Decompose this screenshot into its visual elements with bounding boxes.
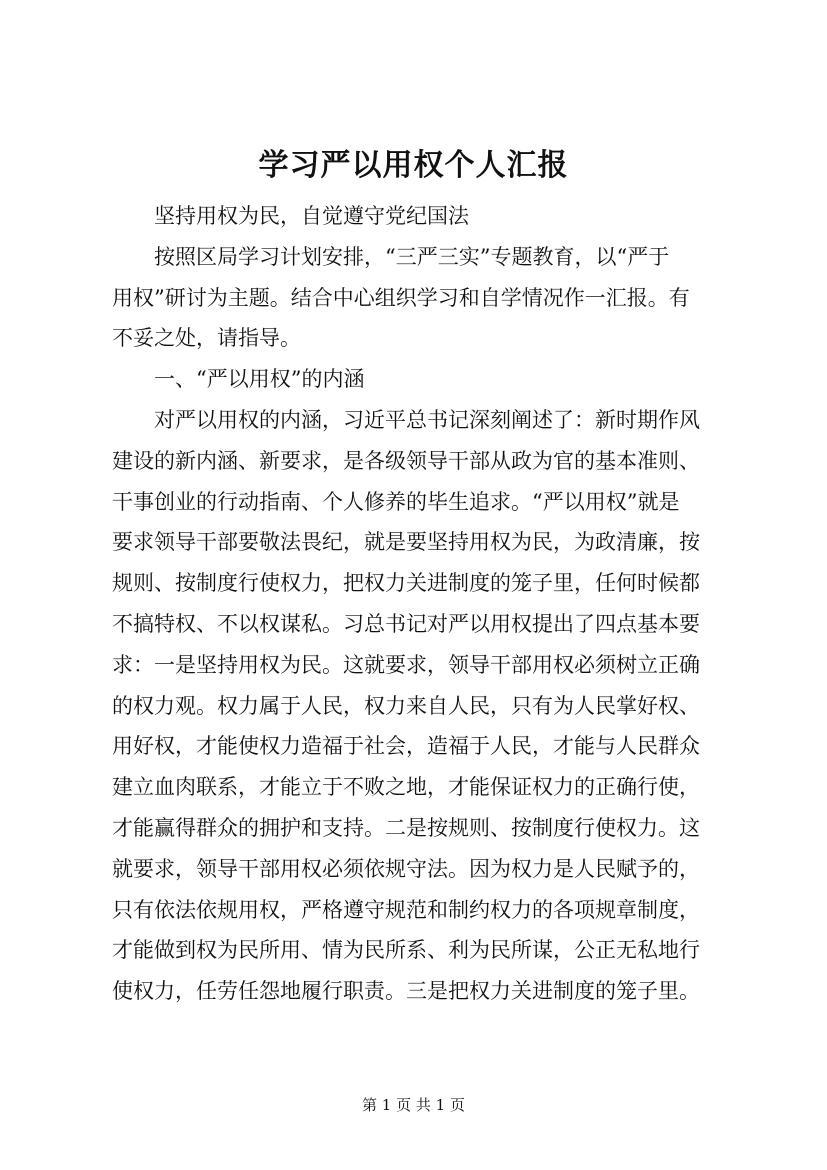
paragraph-line: 规则、按制度行使权力，把权力关进制度的笼子里，任何时候都 xyxy=(112,571,700,596)
paragraph-line: 用权”研讨为主题。结合中心组织学习和自学情况作一汇报。有 xyxy=(112,285,690,310)
paragraph-line: 才能赢得群众的拥护和支持。二是按规则、按制度行使权力。这 xyxy=(112,815,700,840)
paragraph-line: 不妥之处，请指导。 xyxy=(112,326,301,351)
paragraph-line: 只有依法依规用权，严格遵守规范和制约权力的各项规章制度， xyxy=(112,897,700,922)
paragraph-line: 建立血肉联系，才能立于不败之地，才能保证权力的正确行使， xyxy=(112,775,700,800)
paragraph-line: 按照区局学习计划安排，“三严三实”专题教育，以“严于 xyxy=(154,244,670,269)
paragraph-line: 的权力观。权力属于人民，权力来自人民，只有为人民掌好权、 xyxy=(112,693,700,718)
subtitle-line: 坚持用权为民，自觉遵守党纪国法 xyxy=(154,204,469,228)
document-title: 学习严以用权个人汇报 xyxy=(258,148,569,183)
paragraph-line: 对严以用权的内涵，习近平总书记深刻阐述了：新时期作风 xyxy=(154,407,700,432)
paragraph-line: 使权力，任劳任怨地履行职责。三是把权力关进制度的笼子里。 xyxy=(112,979,700,1004)
paragraph-line: 用好权，才能使权力造福于社会，造福于人民，才能与人民群众 xyxy=(112,734,700,759)
paragraph-line: 不搞特权、不以权谋私。习总书记对严以用权提出了四点基本要 xyxy=(112,611,700,636)
paragraph-line: 干事创业的行动指南、个人修养的毕生追求。“严以用权”就是 xyxy=(112,489,680,514)
paragraph-line: 才能做到权为民所用、情为民所系、利为民所谋，公正无私地行 xyxy=(112,938,700,963)
page-footer: 第 1 页 共 1 页 xyxy=(362,1096,465,1114)
paragraph-line: 就要求，领导干部用权必须依规守法。因为权力是人民赋予的， xyxy=(112,856,700,881)
document-body xyxy=(112,196,722,1012)
paragraph-line: 求：一是坚持用权为民。这就要求，领导干部用权必须树立正确 xyxy=(112,652,700,677)
section-heading: 一、“严以用权”的内涵 xyxy=(154,367,365,392)
paragraph-line: 建设的新内涵、新要求，是各级领导干部从政为官的基本准则、 xyxy=(112,448,700,473)
paragraph-line: 要求领导干部要敬法畏纪，就是要坚持用权为民，为政清廉，按 xyxy=(112,530,700,555)
